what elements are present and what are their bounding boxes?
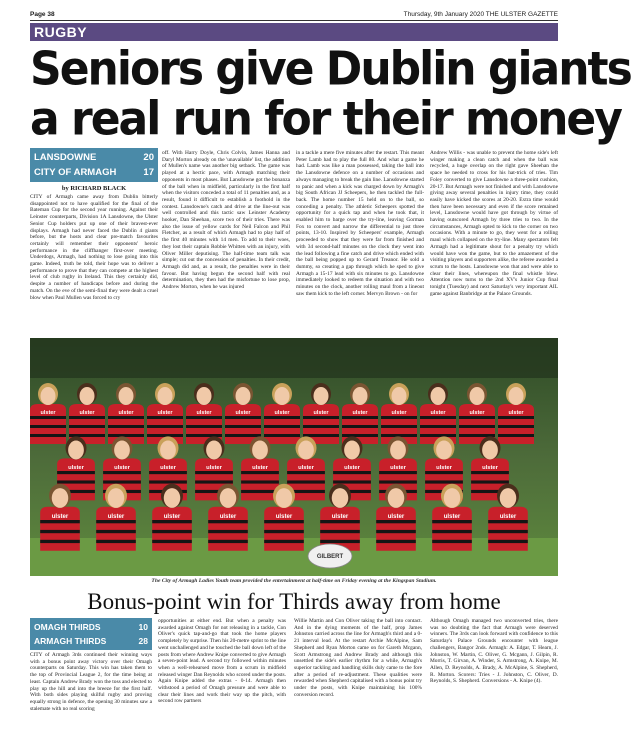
jersey-sponsor-text: ulster bbox=[313, 410, 329, 416]
jersey-sponsor-text: ulster bbox=[344, 464, 360, 471]
page-number: Page 38 bbox=[30, 10, 55, 18]
story2-column-1: CITY of Armagh 3rds continued their winning ways with a bonus point away victory over their Omagh counterparts on Saturday. This win has taken them to the top of Provincial League 2, for the time being at least. Captain Andrew Brady won the toss and elected to play up the hill and into the breeze for the first half. With both sides playing skilful rugby and proving equally strong in defence, the opening 30 minutes saw a stalemate with no real scoring bbox=[30, 652, 152, 712]
jersey-sponsor-text: ulster bbox=[275, 512, 293, 520]
jersey-sponsor-text: ulster bbox=[469, 410, 485, 416]
jersey-sponsor-text: ulster bbox=[235, 410, 251, 416]
headline-line-1: Seniors give Dublin giants bbox=[30, 42, 631, 97]
team-name: ARMAGH THIRDS bbox=[34, 636, 107, 646]
header-rule bbox=[30, 20, 558, 21]
team-score: 20 bbox=[143, 152, 154, 163]
team-name: CITY OF ARMAGH bbox=[34, 167, 117, 178]
jersey-sponsor-text: ulster bbox=[118, 410, 134, 416]
jersey-sponsor-text: ulster bbox=[79, 410, 95, 416]
jersey-sponsor-text: ulster bbox=[443, 512, 461, 520]
jersey-sponsor-text: ulster bbox=[219, 512, 237, 520]
jersey-sponsor-text: ulster bbox=[196, 410, 212, 416]
jersey-sponsor-text: ulster bbox=[252, 464, 268, 471]
jersey-sponsor-text: ulster bbox=[499, 512, 517, 520]
jersey-sponsor-text: ulster bbox=[206, 464, 222, 471]
jersey-sponsor-text: ulster bbox=[508, 410, 524, 416]
jersey-sponsor-text: ulster bbox=[157, 410, 173, 416]
story-column-4: Andrew Willis - was unable to prevent the home side's left winger making a clean catch and when the ball was recycled, a huge overlap on the right gave Sheehan the space he needed to cross for his hat-trick of tries. Tim Foley converted to give Lansdowne a three-point cushion, 20-17. But Armagh were not finished and with Lansdowne giving away several penalties in injury time, they could easily have kicked the scores at 20-20. Extra time would then have been necessary and even if the score remained level, Lansdowne would have got through by virtue of having outscored Armagh by three tries to two. In the circumstances, Armagh opted to kick to the corner on two occasions. With a minute to go, they went for a rolling maul which collapsed on the try-line. Many spectators felt Armagh had a legitimate shout for a penalty try which would have won the game, but to the amazement of the visiting players and supporters alike, the referee awarded a scrum to the hosts. Lansdowne won that and were able to clear their lines, whereupon the final whistle blew. Attention now turns to the 2nd XV's Junior Cup final tonight (Tuesday) and next Saturday's very important AIL game against Banbridge at the Palace Grounds. bbox=[430, 150, 558, 297]
photo-caption: The City of Armagh Ladies Youth team provided the entertainment at half-time on Friday evening at the Kingspan Stadium. bbox=[151, 578, 437, 584]
jersey-sponsor-text: ulster bbox=[430, 410, 446, 416]
issue-date: Thursday, 9th January 2020 THE ULSTER GAZETTE bbox=[403, 10, 558, 18]
jersey-sponsor-text: ulster bbox=[391, 410, 407, 416]
section-label: RUGBY bbox=[30, 23, 558, 41]
jersey-sponsor-text: ulster bbox=[274, 410, 290, 416]
team-score: 28 bbox=[138, 636, 148, 646]
team-photo bbox=[30, 338, 558, 576]
jersey-sponsor-text: ulster bbox=[107, 512, 125, 520]
byline: by RICHARD BLACK bbox=[61, 185, 127, 192]
scoreboard bbox=[30, 148, 158, 182]
scoreboard-2 bbox=[30, 618, 152, 650]
team-score: 17 bbox=[143, 167, 154, 178]
story2-column-4: Although Omagh managed two unconverted tries, there was no doubting the fact that Armagh were deserved winners. The 3rds can look forward with confidence to this Saturday's Palace Grounds encounter with league challengers, Bangor 2nds. Armagh: A. Edgar, T. Hearn, J. Johnston, W. Martin, C. Oliver, G. Mcgann, J. Gilpin, R. Morris, T. Girvan, A. Winder, S. Armstrong, A. Knipe, M. Allen, D. Reynolds, A. Brady, A. McAlpine, S. Shepherd, R. Morton. Scorers: Tries - J. Johnston, C. Oliver, D. Reynolds, S. Shepherd. Conversions - A. Knipe (4). bbox=[430, 618, 558, 685]
jersey-sponsor-text: ulster bbox=[163, 512, 181, 520]
jersey-sponsor-text: ulster bbox=[68, 464, 84, 471]
story2-column-3: Willie Martin and Con Oliver taking the ball into contact. And in the dying moments of the half, prop James Johnston carried across the line for Armagh's third and a 0-21 interval lead. At the restart Archie McAlpine, Sam Shepherd and Ryan Morton came on for Gareth Mcgann, Scott Armstrong and Andrew Brady and although this unsettled the side's earlier rhythm for a while, Armagh's superior tackling and handling skills duly came to the fore after a period of re-adjustment. These qualities were rewarded when Shepherd capitalised with a bonus point try under the posts, with Knipe maintaining his 100% conversion record. bbox=[294, 618, 422, 698]
jersey-sponsor-text: ulster bbox=[298, 464, 314, 471]
team-name: OMAGH THIRDS bbox=[34, 622, 101, 632]
jersey-sponsor-text: ulster bbox=[51, 512, 69, 520]
jersey-sponsor-text: ulster bbox=[436, 464, 452, 471]
jersey-sponsor-text: ulster bbox=[387, 512, 405, 520]
story-column-3: in a tackle a mere five minutes after the restart. This meant Peter Lamb had to play the full 80. And what a game he had. Lamb was like a man possessed, taking the ball into the Lansdowne defence on a number of occasions and always managing to break the gain line. Lansdowne started to panic and when a kick was charged down by Armagh's big South African JJ Scheepers, he then tackled the full-back. The home number 15 held on to the ball, so conceding a penalty. The athletic Scheepers spotted the opportunity for a quick tap and when he took that, it enabled him to barge over the try-line, leaving Gorman Fox to convert and narrow the differential to just three points, 13-10. Inspired by Scheepers' example, Armagh proceeded to show that they were far from finished and with 34 second-half minutes on the clock they went into the lead following a fine catch and drive which ended with the ball being popped up to Gerard Treanor. He sold a dummy, so creating a gap through which he sped to give Armagh a 15-17 lead with six minutes to go. Lansdowne immediately looked to redeem the situation and with two minutes on the clock, another rolling maul from a lineout saw them kick to the left corner. Mervyn Brown - on for bbox=[296, 150, 424, 297]
team-photo-illustration bbox=[30, 338, 558, 576]
page-header bbox=[30, 8, 558, 20]
jersey-sponsor-text: ulster bbox=[352, 410, 368, 416]
jersey-sponsor-text: ulster bbox=[160, 464, 176, 471]
team-score: 10 bbox=[138, 622, 148, 632]
team-name: LANSDOWNE bbox=[34, 152, 97, 163]
jersey-sponsor-text: ulster bbox=[114, 464, 130, 471]
jersey-sponsor-text: ulster bbox=[482, 464, 498, 471]
jersey-sponsor-text: ulster bbox=[40, 410, 56, 416]
headline-2: Bonus-point win for Thirds away from home bbox=[87, 589, 501, 614]
headline-line-2: a real run for their money bbox=[30, 92, 621, 147]
ball-brand: GILBERT bbox=[316, 554, 344, 560]
story2-column-2: opportunities at either end. But when a penalty was awarded against Omagh for not releasing in a tackle, Con Oliver's quick tap-and-go that took the home players completely by surprise. Then his 20-metre sprint to the line went unchallenged and he touched the ball down left of the posts from where Andrew Knipe converted to give Armagh a seven-point lead. A second try followed within minutes when a well-rehearsed move from a scrum in midfield released winger Dan Reynolds who scored under the posts. Again Knipe added the extras - 0-14. Armagh then withstood a period of Omagh pressure and were able to clear their lines and work their way up the pitch, with second row partners bbox=[158, 618, 286, 705]
jersey-sponsor-text: ulster bbox=[331, 512, 349, 520]
story-column-1: CITY of Armagh came away from Dublin bitterly disappointed not to have qualified for the final of the Bateman Cup for the second year running. Against their Leinster counterparts, Division 1A Lansdowne, the Ulster Senior Cup holders put up one of their bravest-ever displays. Armagh had never faced the Dublin 4 giants before, but the hosts and clear pre-match favourites certainly will remember their opponents' heroic performance in the cliffhanger first-over meeting. Underdogs, Armagh, had nothing to lose going into this game. Indeed, truth be told, their hope was to deliver a performance to prove that they can compete at the highest level of club rugby in Ireland. This they certainly did, despite a number of handicaps before and during the match. On the eve of the semi-final they were dealt a cruel blow when Paul Mullen was forced to cry bbox=[30, 194, 158, 301]
story-column-2: off. With Harry Doyle, Chris Colvin, James Hanna and Daryl Morton already on the 'unavailable' list, the addition of Mullen's name was another big setback. The game was played at a hectic pace, with Armagh matching their opponents in most phases. But Lansdowne got the bonanza of the ball when in midfield, particularly in the first half when the visitors conceded a total of 11 penalties and, as a result, found it difficult to establish a foothold in the contest. Lansdowne's catch and drive at the line-out was well controlled and this tactic saw Leinster Academy hooker, Dan Sheehan, score two of their tries. There was also the issue of yellow cards for Neil Falcon and Phil Fletcher, as a result of which Armagh had to play half of the first 40 minutes with 14 men. To add to their woes, they lost their captain Robbie Whitten with an injury, with Oliver Miller deputising. The half-time team talk was simple; cut out the concession of penalties. In their credit, Armagh did and, as a result, the penalties were in their favour. But having begun the second half with real determination, they then had the misfortune to lose prop, Andrew Morton, when he was injured bbox=[162, 150, 290, 291]
jersey-sponsor-text: ulster bbox=[390, 464, 406, 471]
